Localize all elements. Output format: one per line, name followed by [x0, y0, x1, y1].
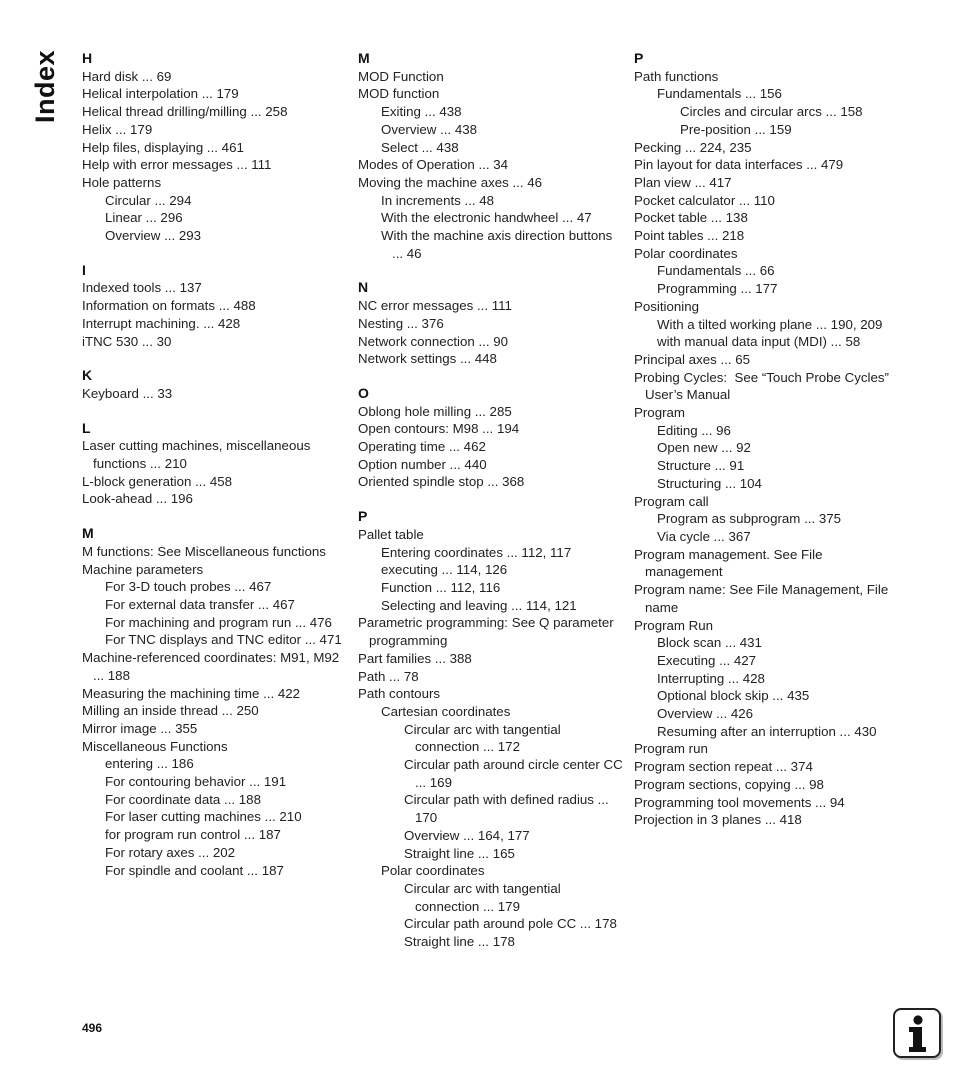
index-entry: Resuming after an interruption ... 430: [657, 723, 877, 739]
page-number: 496: [82, 1021, 103, 1035]
index-entry: Oblong hole milling ... 285: [358, 403, 512, 419]
index-entry: Program management. See File management: [634, 546, 827, 580]
index-entry: Executing ... 427: [657, 652, 757, 668]
index-entry: Program: [634, 405, 685, 421]
index-entry: Circular path around pole CC ... 178: [404, 916, 617, 932]
index-entry: M functions: See Miscellaneous functions: [82, 543, 326, 559]
index-entry: Positioning: [634, 298, 700, 314]
index-entry: Look-ahead ... 196: [82, 491, 193, 507]
index-entry: Pre-position ... 159: [680, 121, 792, 137]
index-entry: Measuring the machining time ... 422: [82, 685, 301, 701]
index-entry: Pin layout for data interfaces ... 479: [634, 157, 844, 173]
index-section-p: [634, 50, 902, 829]
index-entry: Polar coordinates: [381, 863, 485, 879]
index-entry: Modes of Operation ... 34: [358, 157, 509, 173]
index-entry: For spindle and coolant ... 187: [105, 862, 284, 878]
index-entry: Overview ... 293: [105, 228, 202, 244]
index-side-title: [28, 50, 64, 122]
index-entry: For 3-D touch probes ... 467: [105, 579, 272, 595]
index-entry: Information on formats ... 488: [82, 298, 256, 314]
index-entry: Overview ... 438: [381, 121, 478, 137]
index-entry: Operating time ... 462: [358, 439, 486, 455]
index-entry: Program as subprogram ... 375: [657, 511, 842, 527]
index-entry: Block scan ... 431: [657, 635, 762, 651]
index-section-o: [358, 385, 626, 491]
section-letter: P: [634, 50, 644, 66]
index-section-p: [358, 508, 626, 951]
index-entry: For TNC displays and TNC editor ... 471: [105, 632, 342, 648]
index-entry: Helical thread drilling/milling ... 258: [82, 104, 288, 120]
index-entry: Path ... 78: [358, 668, 419, 684]
index-entry: With the electronic handwheel ... 47: [381, 210, 592, 226]
index-entry: Principal axes ... 65: [634, 351, 751, 367]
index-entry: Miscellaneous Functions: [82, 738, 228, 754]
info-glyph: [895, 1010, 939, 1056]
index-entry: Straight line ... 178: [404, 934, 515, 950]
index-entry: Open new ... 92: [657, 440, 751, 456]
index-entry: Machine parameters: [82, 561, 204, 577]
index-entry: Via cycle ... 367: [657, 528, 751, 544]
index-entry: Circles and circular arcs ... 158: [680, 104, 863, 120]
index-entry: Plan view ... 417: [634, 174, 732, 190]
index-entry: Overview ... 426: [657, 706, 754, 722]
index-entry: Keyboard ... 33: [82, 385, 173, 401]
index-entry: Pocket table ... 138: [634, 210, 748, 226]
index-entry: Pecking ... 224, 235: [634, 139, 752, 155]
index-entry: Projection in 3 planes ... 418: [634, 812, 802, 828]
index-entry: Select ... 438: [381, 139, 459, 155]
index-entry: MOD function: [358, 86, 440, 102]
index-entry: Circular path around circle center CC ... 169: [404, 757, 627, 790]
index-entry: For external data transfer ... 467: [105, 596, 295, 612]
index-entry: Circular arc with tangential connection ... 172: [404, 721, 565, 755]
index-entry: Structure ... 91: [657, 458, 745, 474]
index-column-2: [358, 50, 626, 968]
index-entry: Selecting and leaving ... 114, 121: [381, 597, 577, 613]
section-letter: M: [82, 525, 94, 542]
index-entry: Programming ... 177: [657, 281, 778, 297]
index-entry: Network settings ... 448: [358, 351, 497, 367]
index-entry: Polar coordinates: [634, 245, 738, 261]
index-entry: Point tables ... 218: [634, 228, 745, 244]
index-entry: Laser cutting machines, miscellaneous functions ... 210: [82, 438, 315, 472]
index-entry: with manual data input (MDI) ... 58: [657, 334, 861, 350]
index-section-m: [82, 525, 350, 879]
index-entry: Indexed tools ... 137: [82, 280, 202, 296]
index-entry: For machining and program run ... 476: [105, 614, 332, 630]
index-entry: Program Run: [634, 617, 714, 633]
index-entry: With a tilted working plane ... 190, 209: [657, 316, 883, 332]
index-entry: For rotary axes ... 202: [105, 844, 236, 860]
index-entry: For coordinate data ... 188: [105, 791, 261, 807]
index-entry: Helix ... 179: [82, 121, 153, 137]
info-icon: [893, 1008, 941, 1058]
index-entry: Network connection ... 90: [358, 333, 509, 349]
index-entry: Hole patterns: [82, 174, 162, 190]
index-entry: entering ... 186: [105, 756, 194, 772]
index-entry: Helical interpolation ... 179: [82, 86, 239, 102]
index-entry: Milling an inside thread ... 250: [82, 703, 259, 719]
index-entry: Structuring ... 104: [657, 475, 762, 491]
index-entry: Exiting ... 438: [381, 104, 462, 120]
index-entry: Optional block skip ... 435: [657, 688, 810, 704]
index-entry: Overview ... 164, 177: [404, 827, 530, 843]
index-entry: iTNC 530 ... 30: [82, 333, 172, 349]
index-entry: Parametric programming: See Q parameter programming: [358, 615, 618, 649]
index-entry: For laser cutting machines ... 210: [105, 809, 302, 825]
index-entry: Probing Cycles: See “Touch Probe Cycles” User’s Manual: [634, 369, 893, 403]
section-letter: L: [82, 419, 91, 436]
index-entry: Straight line ... 165: [404, 845, 515, 861]
index-entry: Circular path with defined radius ... 170: [404, 792, 613, 826]
index-entry: Entering coordinates ... 112, 117: [381, 544, 572, 560]
index-entry: Program call: [634, 493, 709, 509]
index-entry: Help files, displaying ... 461: [82, 139, 244, 155]
index-entry: Path contours: [358, 686, 441, 702]
index-entry: Program sections, copying ... 98: [634, 776, 824, 792]
index-section-l: [82, 420, 350, 509]
index-entry: Path functions: [634, 68, 719, 84]
section-letter: O: [358, 384, 369, 401]
index-entry: Circular arc with tangential connection ... 179: [404, 880, 565, 914]
index-entry: Option number ... 440: [358, 456, 487, 472]
index-entry: NC error messages ... 111: [358, 298, 512, 314]
index-entry: for program run control ... 187: [105, 827, 281, 843]
index-entry: Mirror image ... 355: [82, 720, 198, 736]
index-section-k: [82, 367, 350, 402]
index-entry: Nesting ... 376: [358, 315, 444, 331]
index-section-i: [82, 262, 350, 351]
section-letter: N: [358, 279, 369, 296]
section-letter: K: [82, 367, 93, 384]
index-entry: Function ... 112, 116: [381, 579, 501, 595]
index-entry: Program run: [634, 741, 708, 757]
index-entry: Program name: See File Management, File name: [634, 582, 892, 615]
index-column-3: [634, 50, 902, 846]
index-entry: Circular ... 294: [105, 192, 192, 208]
index-entry: Help with error messages ... 111: [82, 157, 272, 173]
index-entry: Moving the machine axes ... 46: [358, 174, 543, 190]
index-entry: MOD Function: [358, 68, 444, 84]
index-entry: With the machine axis direction buttons ... 46: [381, 228, 617, 261]
section-letter: H: [82, 50, 93, 66]
index-entry: Oriented spindle stop ... 368: [358, 474, 525, 490]
section-letter: P: [358, 508, 368, 525]
index-entry: Fundamentals ... 156: [657, 86, 782, 102]
index-entry: Interrupting ... 428: [657, 670, 765, 686]
index-entry: Program section repeat ... 374: [634, 759, 813, 775]
index-entry: In increments ... 48: [381, 192, 495, 208]
index-entry: Linear ... 296: [105, 210, 183, 226]
index-entry: For contouring behavior ... 191: [105, 774, 287, 790]
index-title-text: Index: [30, 49, 61, 123]
index-entry: Cartesian coordinates: [381, 703, 511, 719]
index-entry: Interrupt machining. ... 428: [82, 315, 241, 331]
index-section-n: [358, 279, 626, 368]
index-entry: Part families ... 388: [358, 650, 472, 666]
index-entry: Fundamentals ... 66: [657, 263, 775, 279]
section-letter: I: [82, 261, 86, 278]
index-column-1: [82, 50, 350, 896]
index-entry: executing ... 114, 126: [381, 562, 508, 578]
index-section-h: [82, 50, 350, 245]
index-entry: L-block generation ... 458: [82, 473, 233, 489]
index-entry: Editing ... 96: [657, 422, 731, 438]
index-section-m: [358, 50, 626, 262]
index-entry: Hard disk ... 69: [82, 68, 172, 84]
index-entry: Pallet table: [358, 526, 424, 542]
index-entry: Machine-referenced coordinates: M91, M92 ... 188: [82, 650, 343, 683]
section-letter: M: [358, 50, 370, 66]
index-entry: Programming tool movements ... 94: [634, 794, 845, 810]
index-entry: Pocket calculator ... 110: [634, 192, 775, 208]
index-entry: Open contours: M98 ... 194: [358, 421, 520, 437]
